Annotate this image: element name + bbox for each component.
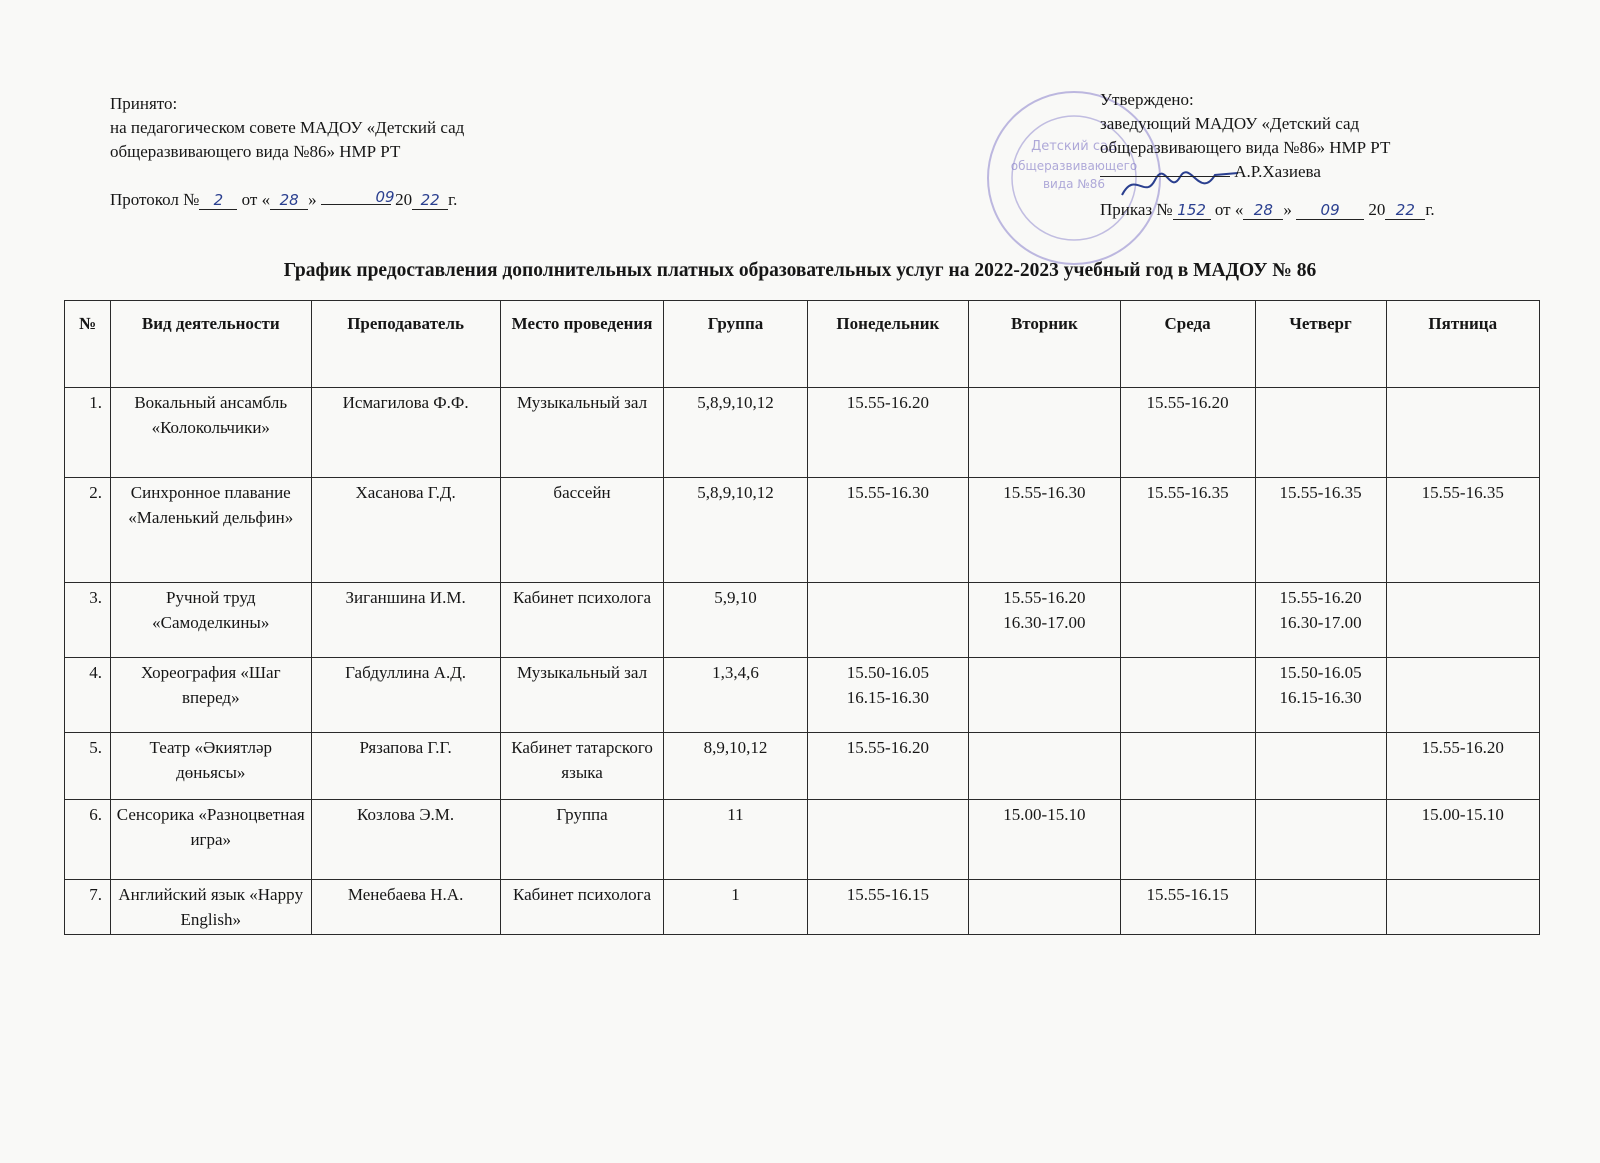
cell-teacher: Рязапова Г.Г. xyxy=(311,733,500,800)
header-group: Группа xyxy=(664,301,807,388)
cell-thursday xyxy=(1255,733,1386,800)
cell-teacher: Козлова Э.М. xyxy=(311,800,500,880)
cell-group: 1 xyxy=(664,880,807,935)
cell-place: Кабинет психолога xyxy=(500,583,664,658)
cell-group: 8,9,10,12 xyxy=(664,733,807,800)
cell-group: 11 xyxy=(664,800,807,880)
order-day: 28 xyxy=(1243,201,1283,220)
cell-friday xyxy=(1386,658,1540,733)
cell-num: 6. xyxy=(65,800,111,880)
approved-title: Утверждено: xyxy=(1100,90,1194,109)
cell-monday: 15.55-16.30 xyxy=(807,478,969,583)
cell-wednesday: 15.55-16.35 xyxy=(1120,478,1255,583)
header-place: Место проведения xyxy=(500,301,664,388)
header-activity: Вид деятельности xyxy=(111,301,311,388)
cell-tuesday: 15.00-15.10 xyxy=(969,800,1120,880)
cell-num: 5. xyxy=(65,733,111,800)
table-row xyxy=(65,658,1540,733)
cell-monday: 15.55-16.20 xyxy=(807,388,969,478)
order-year-prefix: 20 xyxy=(1368,200,1386,219)
cell-group: 5,8,9,10,12 xyxy=(664,388,807,478)
protocol-year-end: г. xyxy=(448,190,458,209)
accepted-line2: общеразвивающего вида №86» НМР РТ xyxy=(110,142,401,161)
header-friday: Пятница xyxy=(1386,301,1540,388)
cell-activity: Ручной труд «Самоделкины» xyxy=(111,583,311,658)
order-prefix: Приказ № xyxy=(1100,200,1173,219)
cell-activity: Сенсорика «Разноцветная игра» xyxy=(111,800,311,880)
cell-thursday xyxy=(1255,388,1386,478)
cell-num: 1. xyxy=(65,388,111,478)
header-teacher: Преподаватель xyxy=(311,301,500,388)
cell-activity: Английский язык «Happy English» xyxy=(111,880,311,935)
cell-group: 1,3,4,6 xyxy=(664,658,807,733)
accepted-line1: на педагогическом совете МАДОУ «Детский сад xyxy=(110,118,465,137)
cell-wednesday: 15.55-16.15 xyxy=(1120,880,1255,935)
cell-activity: Вокальный ансамбль «Колокольчики» xyxy=(111,388,311,478)
stamp-text-top: Детский сад xyxy=(1031,139,1117,154)
cell-thursday xyxy=(1255,800,1386,880)
stamp-text-bottom: вида №86 xyxy=(1042,177,1106,191)
cell-thursday: 15.55-16.20 16.30-17.00 xyxy=(1255,583,1386,658)
approved-block xyxy=(1100,88,1435,222)
approved-line2: общеразвивающего вида №86» НМР РТ xyxy=(1100,138,1391,157)
order-year-suffix: 22 xyxy=(1385,201,1425,220)
cell-num: 3. xyxy=(65,583,111,658)
cell-friday: 15.00-15.10 xyxy=(1386,800,1540,880)
cell-tuesday xyxy=(969,733,1120,800)
header-num: № xyxy=(65,301,111,388)
table-header-row xyxy=(65,301,1540,388)
table-row xyxy=(65,583,1540,658)
schedule-table xyxy=(64,300,1540,935)
table-row xyxy=(65,733,1540,800)
cell-teacher: Зиганшина И.М. xyxy=(311,583,500,658)
protocol-from: от « xyxy=(241,190,271,209)
protocol-close-quote: » xyxy=(308,190,317,209)
accepted-block xyxy=(110,92,464,212)
order-number: 152 xyxy=(1173,201,1211,220)
protocol-number: 2 xyxy=(199,191,237,210)
cell-wednesday xyxy=(1120,658,1255,733)
cell-monday: 15.55-16.15 xyxy=(807,880,969,935)
cell-thursday xyxy=(1255,880,1386,935)
table-row xyxy=(65,478,1540,583)
cell-thursday: 15.50-16.05 16.15-16.30 xyxy=(1255,658,1386,733)
cell-monday: 15.55-16.20 xyxy=(807,733,969,800)
cell-friday: 15.55-16.35 xyxy=(1386,478,1540,583)
protocol-year-prefix: 20 xyxy=(395,190,413,209)
cell-activity: Синхронное плавание «Маленький дельфин» xyxy=(111,478,311,583)
cell-tuesday xyxy=(969,880,1120,935)
cell-place: Группа xyxy=(500,800,664,880)
cell-place: Музыкальный зал xyxy=(500,388,664,478)
order-close-quote: » xyxy=(1283,200,1292,219)
cell-place: бассейн xyxy=(500,478,664,583)
header-tuesday: Вторник xyxy=(969,301,1120,388)
cell-tuesday: 15.55-16.30 xyxy=(969,478,1120,583)
cell-place: Музыкальный зал xyxy=(500,658,664,733)
cell-wednesday xyxy=(1120,583,1255,658)
cell-wednesday xyxy=(1120,800,1255,880)
cell-wednesday xyxy=(1120,733,1255,800)
cell-teacher: Хасанова Г.Д. xyxy=(311,478,500,583)
cell-group: 5,9,10 xyxy=(664,583,807,658)
approved-line1: заведующий МАДОУ «Детский сад xyxy=(1100,114,1360,133)
cell-tuesday: 15.55-16.20 16.30-17.00 xyxy=(969,583,1120,658)
cell-teacher: Исмагилова Ф.Ф. xyxy=(311,388,500,478)
cell-friday: 15.55-16.20 xyxy=(1386,733,1540,800)
table-row xyxy=(65,388,1540,478)
table-row xyxy=(65,880,1540,935)
header-wednesday: Среда xyxy=(1120,301,1255,388)
stamp-text-mid: общеразвивающего xyxy=(1010,159,1138,173)
protocol-month: 09 xyxy=(375,188,395,206)
cell-monday: 15.50-16.05 16.15-16.30 xyxy=(807,658,969,733)
cell-monday xyxy=(807,583,969,658)
protocol-prefix: Протокол № xyxy=(110,190,200,209)
cell-place: Кабинет психолога xyxy=(500,880,664,935)
cell-num: 2. xyxy=(65,478,111,583)
protocol-year-suffix: 22 xyxy=(412,191,448,210)
order-from: от « xyxy=(1214,200,1244,219)
cell-activity: Театр «Әкиятләр дөньясы» xyxy=(111,733,311,800)
cell-tuesday xyxy=(969,388,1120,478)
document-title: График предоставления дополнительных платных образовательных услуг на 2022-2023 учебный год в МАДОУ № 86 xyxy=(283,260,1317,281)
protocol-day: 28 xyxy=(270,191,308,210)
cell-friday xyxy=(1386,583,1540,658)
cell-teacher: Менебаева Н.А. xyxy=(311,880,500,935)
header-monday: Понедельник xyxy=(807,301,969,388)
header-thursday: Четверг xyxy=(1255,301,1386,388)
cell-teacher: Габдуллина А.Д. xyxy=(311,658,500,733)
signer-line xyxy=(1100,160,1435,184)
cell-group: 5,8,9,10,12 xyxy=(664,478,807,583)
cell-wednesday: 15.55-16.20 xyxy=(1120,388,1255,478)
signature-blank xyxy=(1100,160,1230,177)
cell-tuesday xyxy=(969,658,1120,733)
signer-name: А.Р.Хазиева xyxy=(1234,162,1321,181)
cell-num: 7. xyxy=(65,880,111,935)
cell-monday xyxy=(807,800,969,880)
cell-num: 4. xyxy=(65,658,111,733)
protocol-line xyxy=(110,188,464,212)
order-year-end: г. xyxy=(1425,200,1435,219)
cell-friday xyxy=(1386,388,1540,478)
order-month: 09 xyxy=(1296,201,1364,220)
cell-activity: Хореография «Шаг вперед» xyxy=(111,658,311,733)
cell-friday xyxy=(1386,880,1540,935)
order-line xyxy=(1100,198,1435,222)
cell-thursday: 15.55-16.35 xyxy=(1255,478,1386,583)
table-row xyxy=(65,800,1540,880)
accepted-title: Принято: xyxy=(110,94,178,113)
cell-place: Кабинет татарского языка xyxy=(500,733,664,800)
